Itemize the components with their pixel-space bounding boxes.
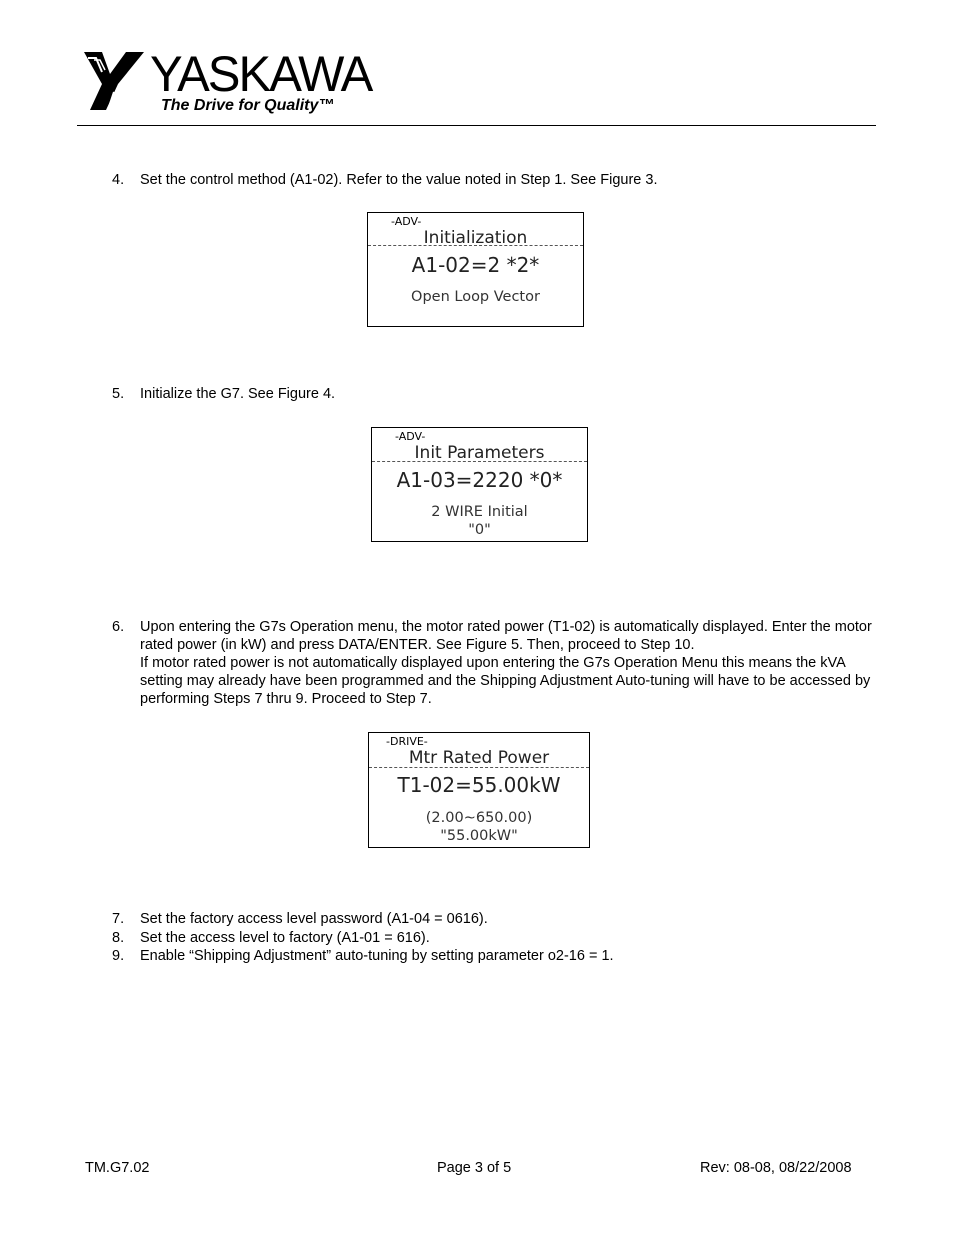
header-divider (77, 125, 876, 126)
step-text: Initialize the G7. See Figure 4. (140, 386, 336, 402)
lcd-mode: -ADV- (391, 215, 422, 228)
step-text: Enable “Shipping Adjustment” auto-tuning by setting parameter o2-16 = 1. (140, 948, 614, 964)
lcd-title: Initialization (423, 228, 528, 248)
lcd-divider (369, 767, 589, 768)
lcd-display-init-parameters (371, 427, 588, 542)
step-number: 6. (112, 619, 125, 635)
lcd-value: A1-03=2220 *0* (396, 468, 563, 492)
lcd-range: (2.00∼650.00) (425, 810, 533, 826)
step-number: 5. (112, 386, 125, 402)
footer-revision: Rev: 08-08, 08/22/2008 (700, 1160, 852, 1176)
step-text: Set the factory access level password (A1-04 = 0616). (140, 911, 488, 927)
lcd-description: Open Loop Vector (411, 289, 540, 305)
lcd-divider (368, 245, 583, 246)
lcd-default-value: "0" (468, 522, 491, 538)
lcd-value: T1-02=55.00kW (397, 773, 561, 797)
lcd-description: 2 WIRE Initial (431, 504, 528, 520)
lcd-mode: -ADV- (395, 430, 426, 443)
step-number: 7. (112, 911, 125, 927)
yaskawa-emblem-icon (80, 48, 150, 114)
step-text: Upon entering the G7s Operation menu, the motor rated power (T1-02) is automatically displayed. Enter the motor rated power (in kW) and press DATA/ENTER. See Figure 5. Then, proceed to Step 10. (140, 619, 872, 653)
step-number: 9. (112, 948, 125, 964)
yaskawa-logo (80, 48, 400, 118)
step-text: Set the access level to factory (A1-01 = 616). (140, 930, 430, 946)
step-number: 8. (112, 930, 125, 946)
lcd-title: Mtr Rated Power (408, 748, 550, 768)
step-number: 4. (112, 172, 125, 188)
step-text-continued: If motor rated power is not automatically displayed upon entering the G7s Operation Menu this means the kVA setting may already have been programmed and the Shipping Adjustment Auto-tuning will have to be accessed by performing Steps 7 thru 9. Proceed to Step 7. (140, 655, 871, 707)
lcd-display-initialization (367, 212, 584, 327)
logo-wordmark: YASKAWA (150, 46, 372, 102)
lcd-default-value: "55.00kW" (440, 828, 518, 844)
lcd-mode: -DRIVE- (386, 735, 428, 748)
lcd-value: A1-02=2 *2* (411, 253, 540, 277)
footer-page-number: Page 3 of 5 (437, 1160, 512, 1176)
step-text: Set the control method (A1-02). Refer to the value noted in Step 1. See Figure 3. (140, 172, 658, 188)
logo-tagline: The Drive for Quality™ (161, 97, 335, 114)
lcd-display-mtr-rated-power (368, 732, 590, 848)
lcd-divider (372, 461, 587, 462)
lcd-title: Init Parameters (414, 443, 545, 463)
footer-doc-id: TM.G7.02 (85, 1160, 150, 1176)
